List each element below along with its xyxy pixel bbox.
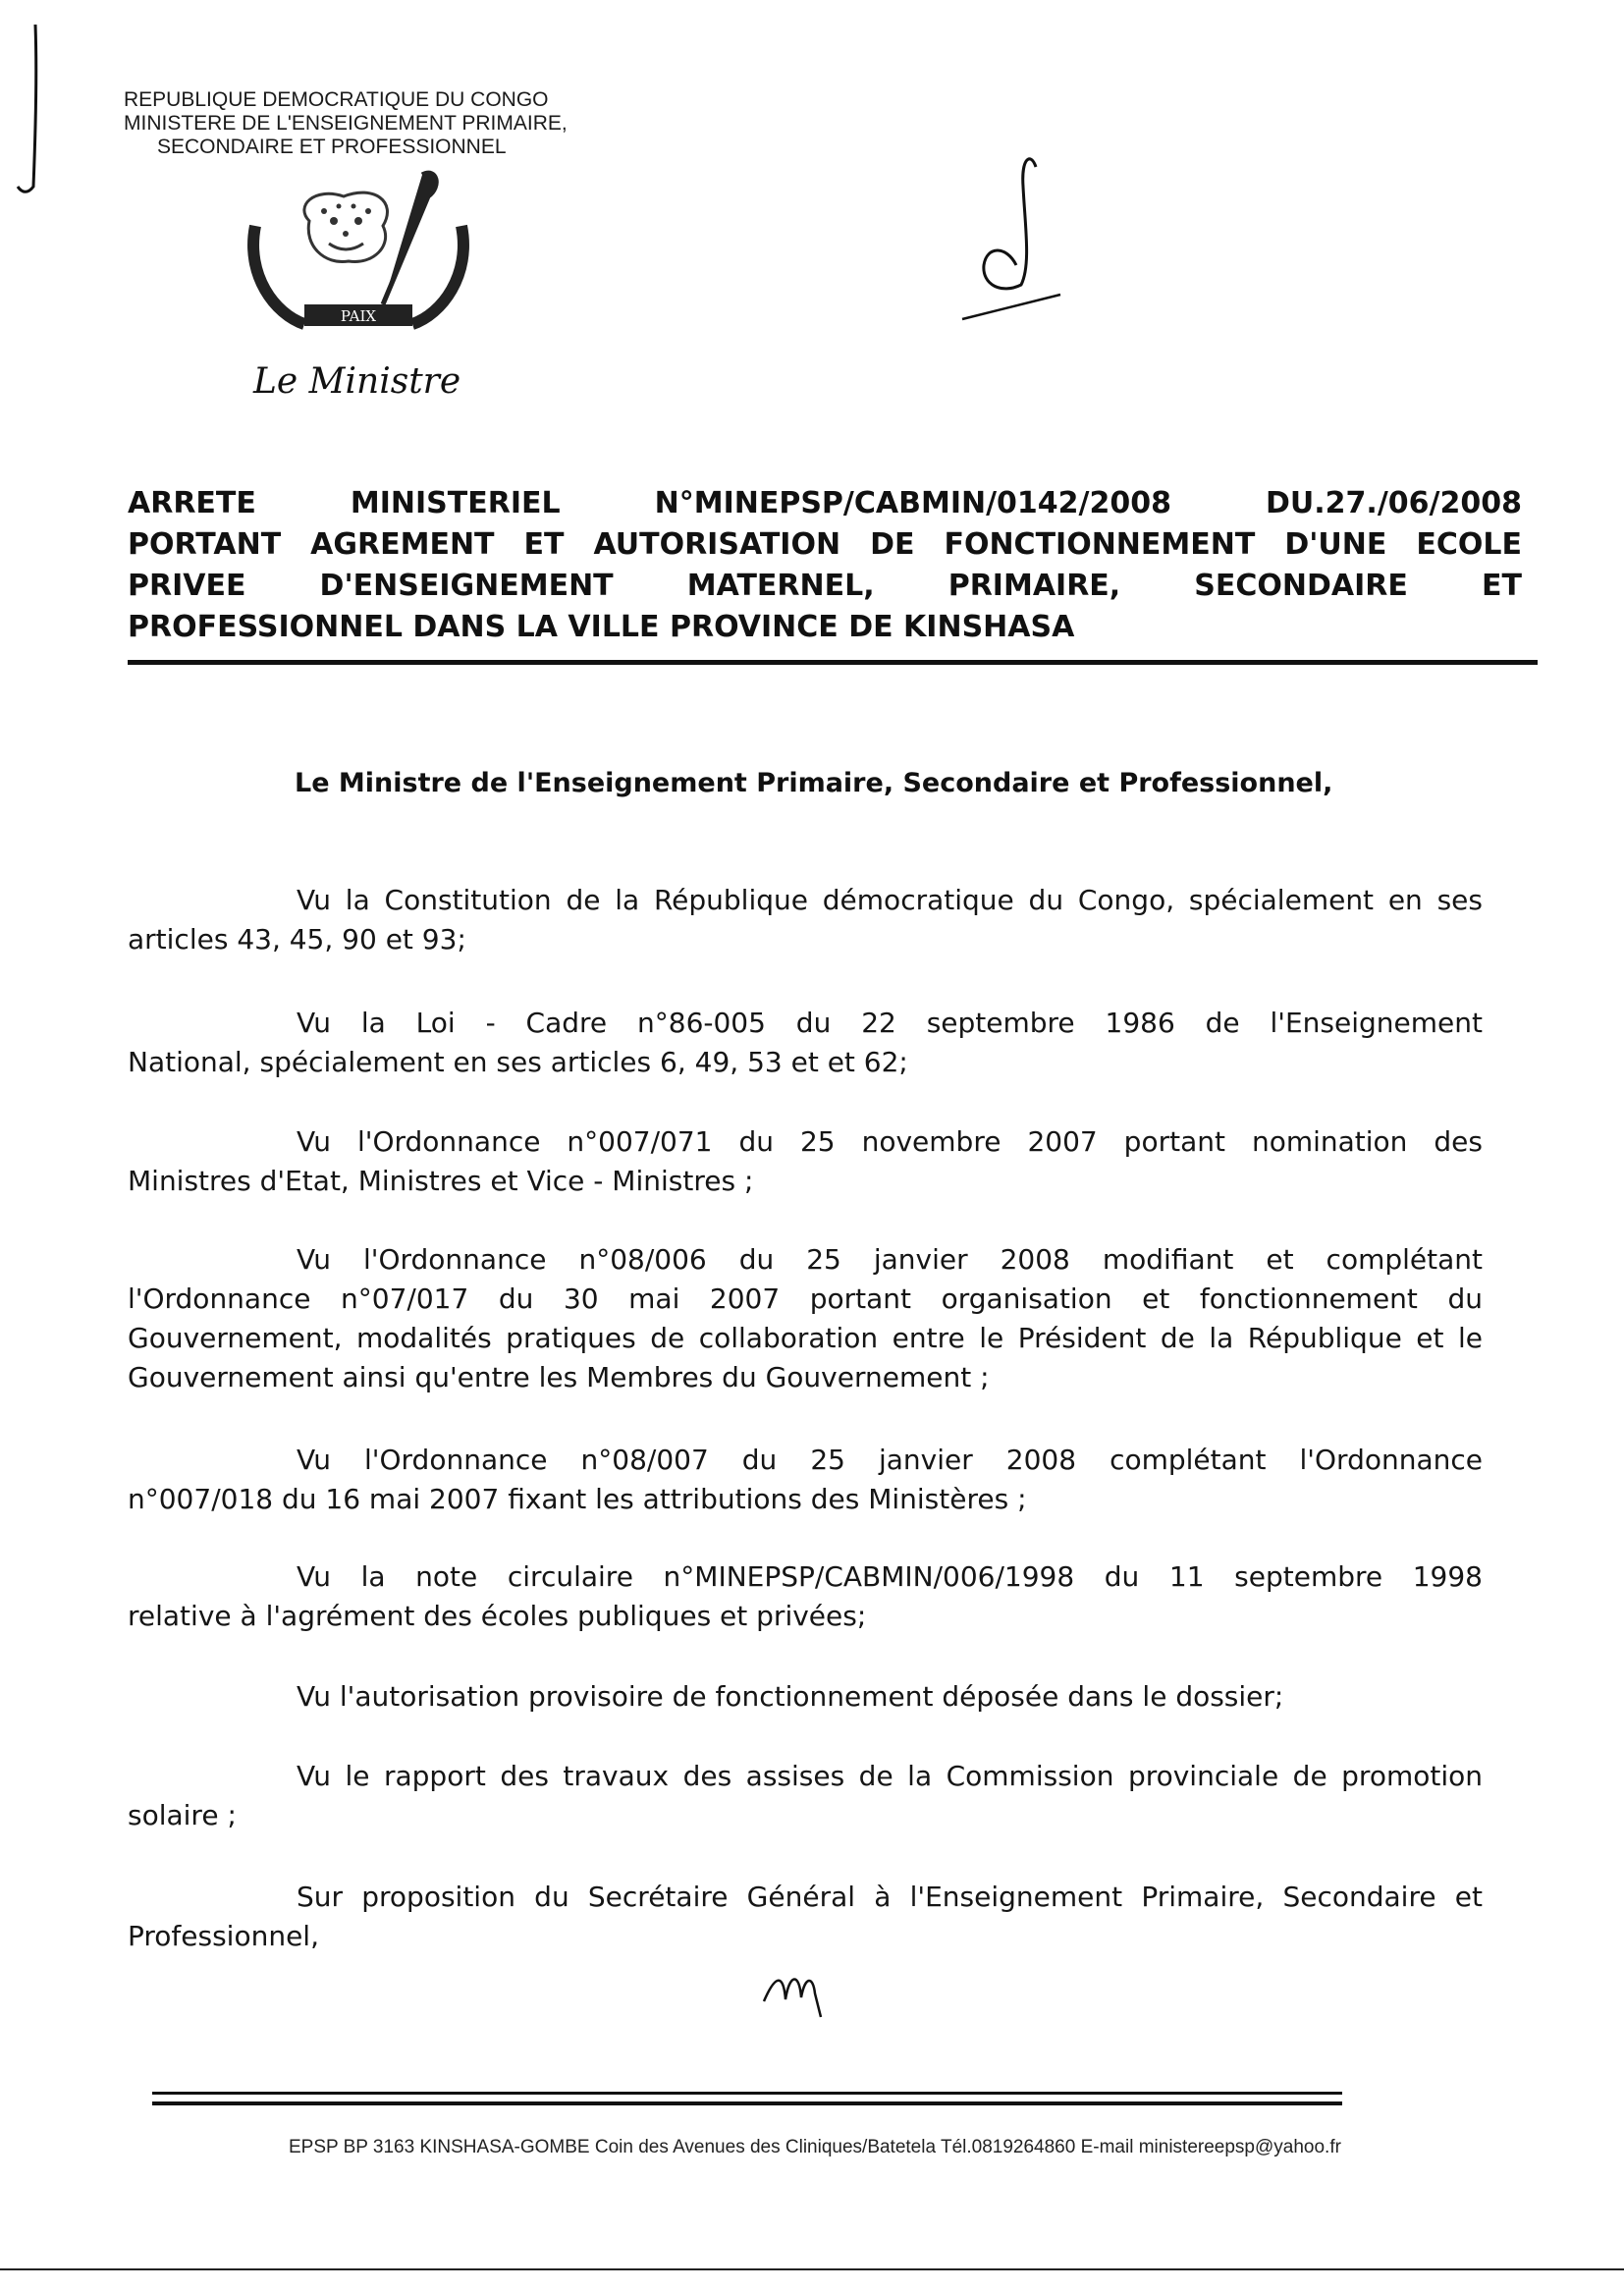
consideration-autorisation: Vu l'autorisation provisoire de fonctionnement déposée dans le dossier; <box>297 1680 1284 1713</box>
handwritten-initial <box>943 147 1070 324</box>
letterhead-ministry: MINISTERE DE L'ENSEIGNEMENT PRIMAIRE, <box>124 112 568 135</box>
letterhead-country: REPUBLIQUE DEMOCRATIQUE DU CONGO <box>124 88 549 111</box>
letterhead-ministry-2: SECONDAIRE ET PROFESSIONNEL <box>157 136 507 158</box>
coat-of-arms-emblem <box>236 167 481 344</box>
title-underline <box>128 660 1538 665</box>
margin-mark <box>14 20 53 196</box>
minister-heading: Le Ministre de l'Enseignement Primaire, Secondaire et Professionnel, <box>295 768 1333 798</box>
title-line-2: PORTANT AGREMENT ET AUTORISATION DE FONCTIONNEMENT D'UNE ECOLE <box>128 527 1522 562</box>
consideration-ordonnance-006: Vu l'Ordonnance n°08/006 du 25 janvier 2008 modifiant et complétant l'Ordonnance n°07/017 du 30 mai 2007 portant organisation et fonctionnement du Gouvernement, modalités pratiques de collaboration entre le Président de la République et le Gouvernement ainsi qu'entre les Membres du Gouvernement ; <box>128 1243 1483 1393</box>
consideration-proposition: Sur proposition du Secrétaire Général à l'Enseignement Primaire, Secondaire et Professionnel, <box>128 1881 1483 1952</box>
consideration-ordonnance-071: Vu l'Ordonnance n°007/071 du 25 novembre 2007 portant nomination des Ministres d'Etat, Ministres et Vice - Ministres ; <box>128 1125 1483 1197</box>
consideration-note-circulaire: Vu la note circulaire n°MINEPSP/CABMIN/006/1998 du 11 septembre 1998 relative à l'agrément des écoles publiques et privées; <box>128 1560 1483 1632</box>
decree-title <box>128 483 1522 648</box>
footer-rule <box>152 2092 1342 2095</box>
footer-address: EPSP BP 3163 KINSHASA-GOMBE Coin des Avenues des Cliniques/Batetela Tél.0819264860 E-mail ministereepsp@yahoo.fr <box>289 2137 1341 2157</box>
handwritten-paraph <box>756 1964 844 2019</box>
consideration-rapport: Vu le rapport des travaux des assises de la Commission provinciale de promotion solaire ; <box>128 1760 1483 1831</box>
signature-block-title: Le Ministre <box>253 361 461 402</box>
emblem-motto: PAIX <box>340 307 377 325</box>
footer-rule-2 <box>152 2101 1342 2105</box>
consideration-ordonnance-007: Vu l'Ordonnance n°08/007 du 25 janvier 2008 complétant l'Ordonnance n°007/018 du 16 mai 2007 fixant les attributions des Ministères ; <box>128 1444 1483 1515</box>
consideration-constitution: Vu la Constitution de la République démocratique du Congo, spécialement en ses articles 43, 45, 90 et 93; <box>128 884 1483 955</box>
title-line-1: ARRETE MINISTERIEL N°MINEPSP/CABMIN/0142/2008 DU.27./06/2008 <box>128 486 1522 520</box>
page-bottom-rule <box>0 2268 1624 2270</box>
consideration-loi-cadre: Vu la Loi - Cadre n°86-005 du 22 septembre 1986 de l'Enseignement National, spécialement en ses articles 6, 49, 53 et et 62; <box>128 1007 1483 1078</box>
title-line-4: PROFESSIONNEL DANS LA VILLE PROVINCE DE KINSHASA <box>128 610 1075 644</box>
title-line-3: PRIVEE D'ENSEIGNEMENT MATERNEL, PRIMAIRE, SECONDAIRE ET <box>128 569 1522 603</box>
